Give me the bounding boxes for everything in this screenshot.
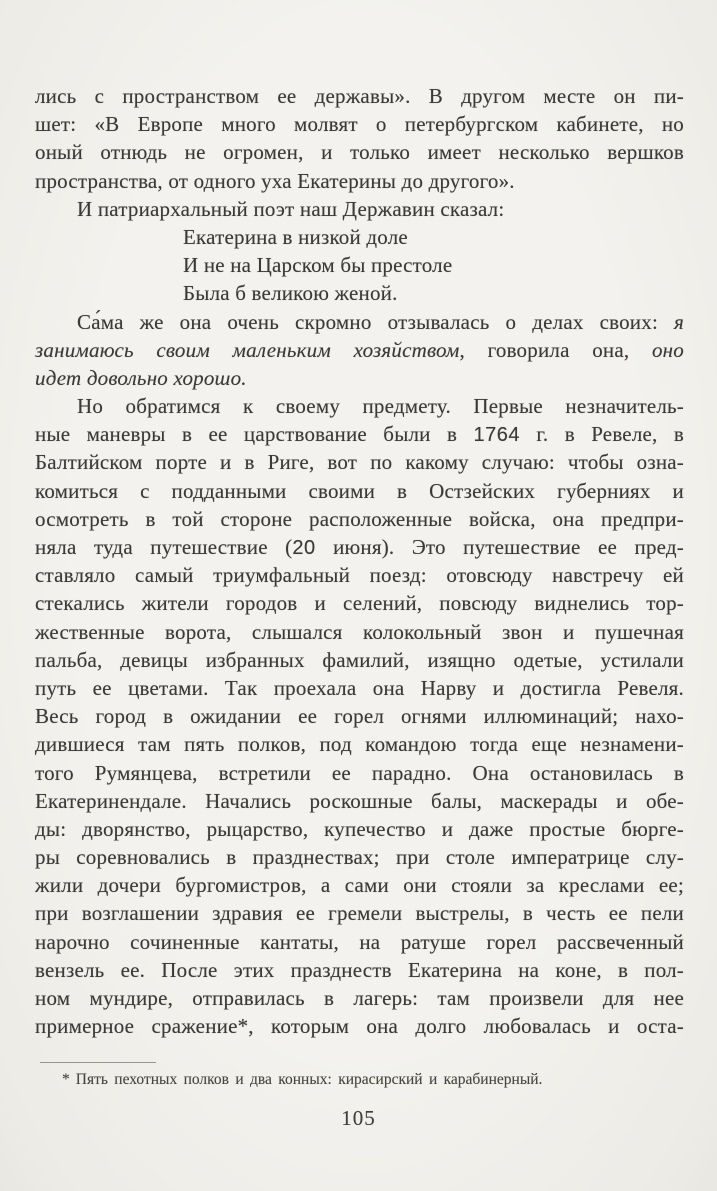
verse-line <box>35 279 684 307</box>
text-line <box>35 928 684 956</box>
text-segment: ные маневры в ее царствование были в <box>35 422 474 447</box>
text-line <box>35 702 684 730</box>
text-segment: Но обратимся к своему предмету. Первые незначитель- <box>77 394 684 419</box>
text-segment: нарочно сочиненные кантаты, на ратуше горел рассвеченный <box>35 929 684 954</box>
text-segment: пальба, девицы избранных фамилий, изящно одетые, устилали <box>35 647 684 672</box>
text-line <box>35 646 684 674</box>
text-line <box>35 984 684 1012</box>
text-segment: г. в Ревеле, в <box>520 422 684 447</box>
italic-segment: оно <box>651 337 684 362</box>
text-line <box>35 167 684 195</box>
text-segment: няла туда путешествие ( <box>35 535 293 559</box>
text-line <box>35 420 684 448</box>
text-segment: Екатеринендале. Начались роскошные балы, маскерады и обе- <box>35 788 684 813</box>
text-line <box>35 477 684 505</box>
text-line <box>35 448 684 476</box>
text-line <box>35 561 684 589</box>
verse-line <box>35 223 684 251</box>
text-line <box>35 843 684 871</box>
text-segment: Весь город в ожидании ее горел огнями иллюминаций; нахо- <box>35 704 684 729</box>
text-line <box>35 899 684 927</box>
text-segment: при возглашении здравия ее гремели выстрелы, в честь ее пели <box>35 901 684 926</box>
text-line <box>35 505 684 533</box>
text-segment: стекались жители городов и селений, повсюду виднелись тор- <box>35 591 684 616</box>
text-line <box>35 364 684 392</box>
text-segment: И патриархальный поэт наш Державин сказал: <box>77 196 505 221</box>
text-segment: осмотреть в той стороне расположенные войска, она предпри- <box>35 506 684 531</box>
text-segment: примерное сражение*, которым она долго любовалась и оста- <box>35 1014 684 1039</box>
numeral-segment: 20 <box>292 537 316 559</box>
footnote-marker: * <box>62 1071 70 1088</box>
page-number: 105 <box>341 1106 376 1130</box>
text-line <box>35 871 684 899</box>
text-segment: июня). Это путешествие ее пред- <box>315 535 684 559</box>
text-segment: шет: «В Европе много молвят о петербургском кабинете, но <box>35 112 684 137</box>
text-segment: ры соревновались в празднествах; при столе императрице слу- <box>35 845 684 870</box>
text-segment: пространства, от одного уха Екатерины до другого». <box>35 168 515 193</box>
text-segment: жили дочери бургомистров, а сами они стояли за креслами ее; <box>35 873 684 898</box>
text-line <box>35 110 684 138</box>
text-segment: жественные ворота, слышался колокольный звон и пушечная <box>35 619 684 644</box>
italic-segment: занимаюсь своим маленьким хозяйством <box>35 337 460 362</box>
text-line <box>35 730 684 758</box>
text-segment: , говорила она, <box>459 337 652 362</box>
text-segment: путь ее цветами. Так проехала она Нарву и достигла Ревеля. <box>35 675 684 700</box>
italic-segment: идет довольно хорошо. <box>35 365 247 390</box>
text-line <box>35 674 684 702</box>
text-segment: И не на Царском бы престоле <box>183 253 453 278</box>
text-line <box>35 195 684 223</box>
verse-line <box>35 251 684 279</box>
text-segment: комиться с подданными своими в Остзейских губерниях и <box>35 478 684 503</box>
text-line <box>35 82 684 110</box>
text-line <box>35 787 684 815</box>
text-line <box>35 1012 684 1040</box>
text-segment: ды: дворянство, рыцарство, купечество и даже простые бюрге- <box>35 816 684 841</box>
footnote <box>35 1069 684 1090</box>
text-line <box>35 138 684 166</box>
footnote-divider <box>40 1062 156 1063</box>
text-line <box>35 308 684 336</box>
italic-segment: я <box>674 309 684 334</box>
text-segment: Балтийском порте и в Риге, вот по какому случаю: чтобы озна- <box>35 450 684 475</box>
text-segment: оный отнюдь не огромен, и только имеет несколько вершков <box>35 140 684 165</box>
text-line <box>35 589 684 617</box>
text-segment: Была б великою женой. <box>183 281 398 306</box>
text-line <box>35 392 684 420</box>
numeral-segment: 1764 <box>473 424 521 447</box>
text-line <box>35 618 684 646</box>
text-line <box>35 759 684 787</box>
text-line <box>35 956 684 984</box>
text-segment: лись с пространством ее державы». В другом месте он пи- <box>35 84 684 108</box>
text-segment: дившиеся там пять полков, под командою тогда еще незнамени- <box>35 732 684 757</box>
text-segment: того Румянцева, встретили ее парадно. Она остановилась в <box>35 760 684 785</box>
text-segment: ставляло самый триумфальный поезд: отовсюду навстречу ей <box>35 563 684 588</box>
text-segment: ном мундире, отправилась в лагерь: там произвели для нее <box>35 986 684 1010</box>
text-line <box>35 533 684 561</box>
text-segment: вензель ее. После этих празднеств Екатерина на коне, в пол- <box>35 957 684 982</box>
text-line <box>35 336 684 364</box>
footnote-text: Пять пехотных полков и два конных: кирасирский и карабинерный. <box>75 1071 543 1088</box>
text-line <box>35 815 684 843</box>
text-segment: Екатерина в низкой доле <box>183 224 408 249</box>
page-text-block <box>35 82 684 1040</box>
text-segment: Са́ма же она очень скромно отзывалась о делах своих: <box>77 309 675 334</box>
